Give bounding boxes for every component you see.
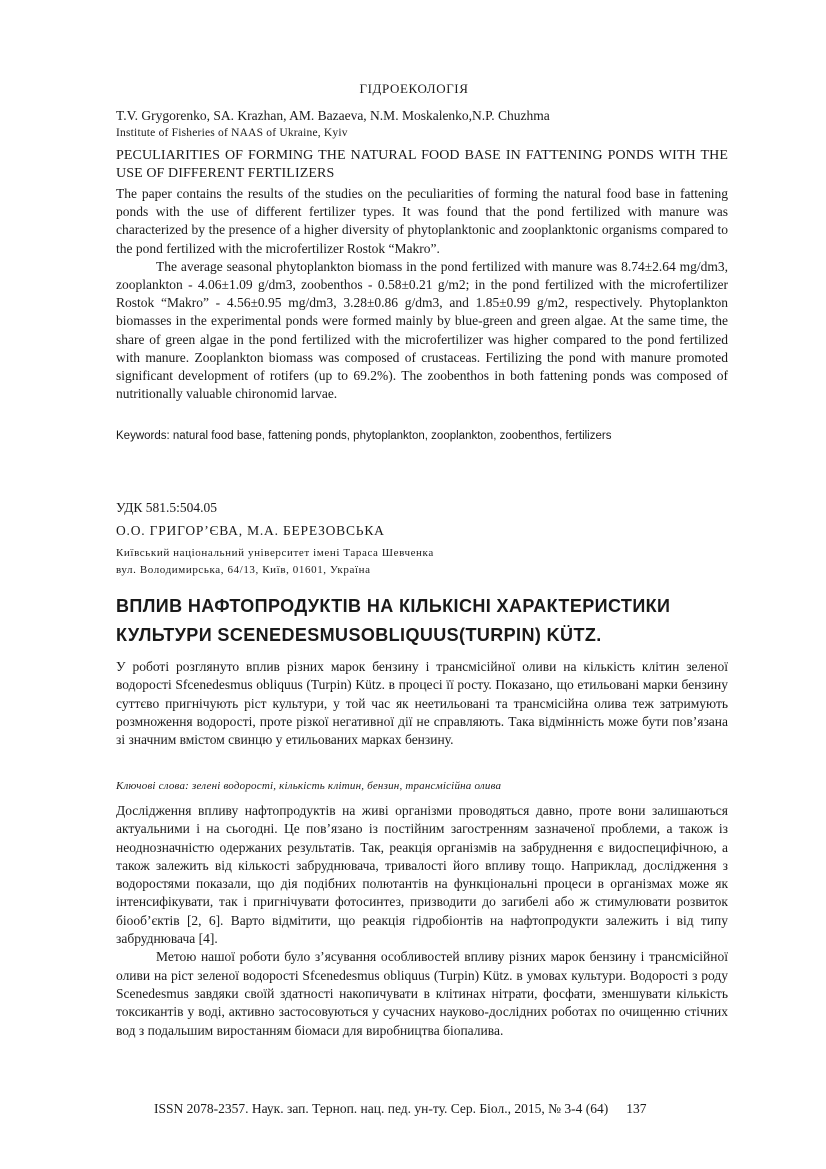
page-number: 137 xyxy=(626,1101,647,1116)
en-affiliation: Institute of Fisheries of NAAS of Ukraine, Kyiv xyxy=(116,127,348,139)
ua-authors: О.О. ГРИГОР’ЄВА, М.А. БЕРЕЗОВСЬКА xyxy=(116,523,385,538)
ua-abstract: У роботі розглянуто вплив різних марок бензину і трансмісійної оливи на кількість клітин зеленої водорості Sfcenedesmus obliquus (Turpin) Kütz. в процесі її росту. Показано, що етильовані марки бензину суттєво пригнічують ріст культури, у той час як неетильовані та трансмісійна олива теж затримують розмноження водорості, проте різкої негативної дії не справляють. Така відмінність може бути пов’язана зі значним вмістом свинцю у етильованих марках бензину. xyxy=(116,659,728,748)
ua-title-line-1: ВПЛИВ НАФТОПРОДУКТІВ НА КІЛЬКІСНІ ХАРАКТЕРИСТИКИ xyxy=(116,596,671,616)
ua-keywords: Ключові слова: зелені водорості, кількість клітин, бензин, трансмісійна олива xyxy=(116,780,502,792)
section-header: ГІДРОЕКОЛОГІЯ xyxy=(359,81,469,96)
en-keywords: Keywords: natural food base, fattening ponds, phytoplankton, zooplankton, zoobenthos, fertilizers xyxy=(116,430,612,442)
udk-code: УДК 581.5:504.05 xyxy=(116,500,218,515)
ua-body-text xyxy=(116,802,728,1040)
ua-body-paragraph-1: Дослідження впливу нафтопродуктів на живі організми проводяться давно, проте вони залишаються актуальними і на сьогодні. Це пов’язано із постійним загостренням зазначеної проблеми, а також із неоднозначністю одержаних результатів. Так, реакція організмів на забруднення є видоспецифічною, а також залежить від кількості забруднювача, тривалості його впливу тощо. Наприклад, дослідження з водоростями показали, що дія подібних полютантів на функціональні процеси в організмах може як інтенсифікувати, так і пригнічувати фотосинтез, призводити до загибелі або ж стимулювати розвиток біооб’єктів [2, 6]. Варто відмітити, що реакція гідробіонтів на нафтопродукти залежить і від типу забруднювача [4]. xyxy=(116,803,728,947)
en-abstract-paragraph-1: The paper contains the results of the studies on the peculiarities of forming the natural food base in fattening ponds with the use of different fertilizer types. It was found that the pond fertilized with manure was characterized by the presence of a higher diversity of phytoplanktonic and zooplanktonic organisms compared to the pond fertilized with the microfertilizer Rostok “Makro”. xyxy=(116,186,728,256)
page-footer xyxy=(154,1101,646,1117)
en-abstract-paragraph-2: The average seasonal phytoplankton biomass in the pond fertilized with manure was 8.74±2.64 mg/dm3, zooplankton - 4.06±1.09 g/dm3, zoobenthos - 0.58±0.21 g/m2; in the pond fertilized with the microfertilizer Rostok “Makro” - 4.56±0.95 mg/dm3, 3.28±0.86 g/dm3, and 1.85±0.99 g/m2, respectively. Phytoplankton biomasses in the experimental ponds were formed mainly by blue-green and green algae. At the same time, the share of green algae in the pond fertilized with the microfertilizer was higher compared to the pond fertilized with manure. Zooplankton biomass was composed of crustaceas. Fertilizing the pond with manure promoted significant development of rotifers (up to 69.2%). The zoobenthos in both fattening ponds was composed of nutritionally valuable chironomid larvae. xyxy=(116,258,728,402)
ua-article-title xyxy=(116,592,736,650)
footer-citation: ISSN 2078-2357. Наук. зап. Терноп. нац. пед. ун-ту. Сер. Біол., 2015, № 3-4 (64) xyxy=(154,1101,609,1116)
en-authors: T.V. Grygorenko, SA. Krazhan, AM. Bazaeva, N.M. Moskalenko,N.P. Chuzhma xyxy=(116,108,550,123)
ua-title-line-2: КУЛЬТУРИ SCENEDESMUSOBLIQUUS(TURPIN) KÜTZ. xyxy=(116,625,602,645)
ua-affiliation-line-2: вул. Володимирська, 64/13, Київ, 01601, Україна xyxy=(116,564,371,576)
en-article-title: PECULIARITIES OF FORMING THE NATURAL FOOD BASE IN FATTENING PONDS WITH THE USE OF DIFFERENT FERTILIZERS xyxy=(116,148,728,181)
en-abstract xyxy=(116,185,728,403)
ua-affiliation xyxy=(116,545,434,579)
ua-affiliation-line-1: Київський національний університет імені Тараса Шевченка xyxy=(116,547,434,559)
ua-body-paragraph-2: Метою нашої роботи було з’ясування особливостей впливу різних марок бензину і трансмісійної оливи на ріст зеленої водорості Sfcenedesmus obliquus (Turpin) Kütz. в умовах культури. Водорості з роду Scenedesmus завдяки своїй здатності накопичувати в клітинах нітрати, фосфати, зменшувати кількість токсикантів у воді, активно застосовуються у сучасних науково-дослідних роботах по очищенню стічних вод з подальшим виростанням біомаси для виробництва біопалива. xyxy=(116,949,728,1038)
